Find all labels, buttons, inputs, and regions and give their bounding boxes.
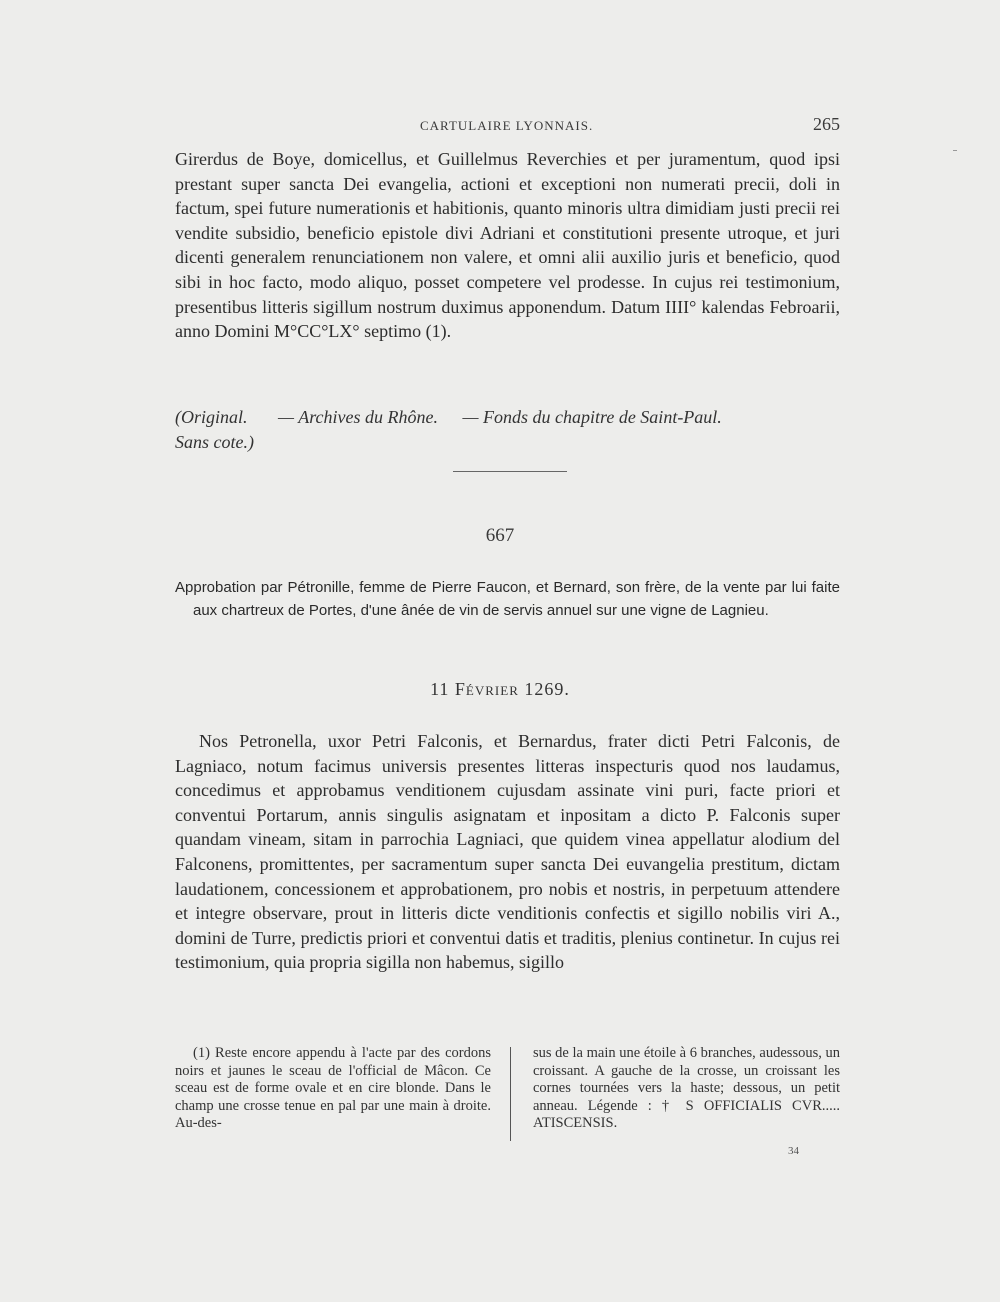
continuation-paragraph bbox=[175, 147, 840, 344]
source-note bbox=[175, 405, 840, 455]
footnote-column-right bbox=[533, 1045, 840, 1133]
document-date: 11 Février 1269. bbox=[430, 679, 570, 699]
document-summary bbox=[175, 577, 840, 622]
source-note-archives: — Archives du Rhône. bbox=[278, 407, 438, 427]
page-number: 265 bbox=[813, 114, 840, 134]
footnote-column-divider bbox=[510, 1047, 511, 1141]
footnote-column-left bbox=[175, 1045, 491, 1133]
footnotes bbox=[175, 1045, 840, 1155]
signature-mark: 34 bbox=[788, 1145, 799, 1157]
paper-speck bbox=[953, 150, 957, 151]
running-head bbox=[175, 116, 840, 136]
document-text bbox=[175, 729, 840, 975]
running-title: CARTULAIRE LYONNAIS. bbox=[420, 118, 594, 133]
document-text-body: Nos Petronella, uxor Petri Falconis, et Bernardus, frater dicti Petri Falconis, de Lagniaco, notum facimus universis presentes litteras inspecturis quod nos laudamus, concedimus et approbamus venditionem cujusdam assinate vini puri, facte priori et conventui Portarum, annis singulis asignatam et inpositam a dicto P. Falconis super quandam vineam, sitam in parrochia Lagniaci, que quidem vinea appellatur alodium del Falconens, promittentes, per sacramentum super sancta Dei euvangelia prestitum, dictam laudationem, concessionem et approbationem, pro nobis et nostris, in perpetuum attendere et integre observare, prout in litteris dicte venditionis confectis et sigillo nobilis viri A., domini de Turre, predictis priori et conventui datis et traditis, plenius continetur. In cujus rei testimonium, quia propria sigilla non habemus, sigillo bbox=[175, 731, 840, 973]
source-note-original: (Original. bbox=[175, 407, 248, 427]
source-note-fonds: — Fonds du chapitre de Saint-Paul. bbox=[462, 407, 722, 427]
section-separator bbox=[453, 471, 567, 472]
footnote-1-end: sus de la main une étoile à 6 branches, audessous, un croissant. A gauche de la crosse, un croissant les cornes tournées vers la haste; dessous, un petit anneau. Légende : † S OFFICIALIS CVR..... ATISCENSIS. bbox=[533, 1045, 840, 1131]
footnote-1-start: (1) Reste encore appendu à l'acte par des cordons noirs et jaunes le sceau de l'official de Mâcon. Ce sceau est de forme ovale et en cire blonde. Dans le champ une crosse tenue en pal par une main à droite. Au-des- bbox=[175, 1045, 491, 1131]
document-number: 667 bbox=[485, 525, 515, 546]
document-summary-text: Approbation par Pétronille, femme de Pierre Faucon, et Bernard, son frère, de la vente par lui faite aux chartreux de Portes, d'une ânée de vin de servis annuel sur une vigne de Lagnieu. bbox=[175, 579, 840, 619]
continuation-text: Girerdus de Boye, domicellus, et Guillelmus Reverchies et per juramentum, quod ipsi prestant super sancta Dei evangelia, actioni et exceptioni non numerati precii, doli in factum, spei future numerationis et habitionis, quanto minoris ultra dimidiam justi precii rei vendite subsidio, beneficio epistole divi Adriani et constitutioni presente utroque, et juri dicenti generalem renunciationem non valere, et omni alii auxilio juris et beneficio, quod sibi in hoc facto, modo aliquo, posset competere vel prodesse. In cujus rei testimonium, presentibus litteris sigillum nostrum duximus apponendum. Datum IIII° kalendas Febroarii, anno Domini M°CC°LX° septimo (1). bbox=[175, 149, 840, 342]
source-note-cote: Sans cote.) bbox=[175, 432, 254, 452]
